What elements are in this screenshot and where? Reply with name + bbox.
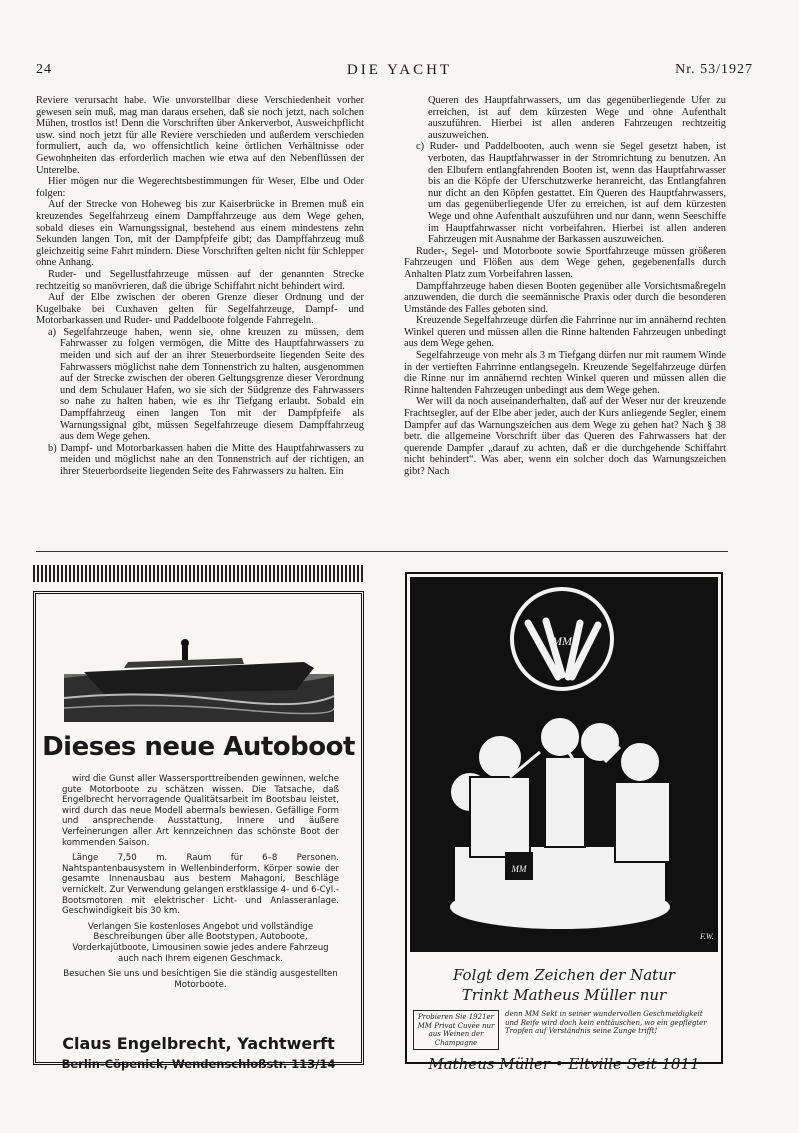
paragraph: a) Segelfahrzeuge haben, wenn sie, ohne kreuzen zu müssen, dem Fahrwasser zu folgen vermögen, die Mitte des Hauptfahrwassers zu meiden und sich auf der an ihrer Steuerbordseite liegenden Seite des Fahrwassers möglichst nahe dem Tonnenstrich zu halten, ausgenommen auf der Strecke zwischen der oberen Geltungsgrenze dieser Verordnung und dem Schulauer Hafen, wo sie sich der Südgrenze des Fahrwassers so nahe zu halten haben, wie es ihr Tiefgang erlaubt. Sobald ein Dampffahrzeug einen langen Ton mit der Dampfpfeife als Warnungssignal gibt, müssen Segelfahrzeuge diesem Dampffahrzeug aus dem Wege gehen.: [48, 326, 364, 443]
section-divider: [36, 551, 728, 552]
ad-paragraph: Besuchen Sie uns und besichtigen Sie die ständig ausgestellten Motorboote.: [63, 969, 338, 990]
paragraph: Reviere verursacht habe. Wie unvorstellbar diese Verschiedenheit vorher gewesen sein muß, mag man daraus ersehen, daß sie noch jetzt, nach solchen Mühen, trostlos ist! Denn die Vorschriften über Ankerverbot, Ausweichpflicht usw. sind noch jetzt für alle Reviere verschieden und außerdem verschieden formuliert, auch da, wo offensichtlich keine örtlichen Verhältnisse oder Gewohnheiten das erforderlich machen wie etwa auf den Nebenflüssen der Unterelbe.: [36, 95, 364, 176]
logo-text: MM: [552, 634, 572, 648]
product-description: denn MM Sekt in seiner wundervollen Geschmeidigkeit und Reife wird doch kein enttäuschen, wo ein gepflegter Tropfen auf Verständnis seine Zunge trifft!: [505, 1010, 707, 1035]
paragraph: Segelfahrzeuge von mehr als 3 m Tiefgang dürfen nur mit raumem Winde in der vertieften Fahrrinne entlangsegeln. Kreuzende Segelfahrzeuge dürfen die Rinne nur im annähernd rechten Winkel queren und müssen allen die Rinne haltenden Fahrzeugen unbedingt aus dem Wege gehen.: [404, 350, 726, 396]
paragraph: c) Ruder- und Paddelbooten, auch wenn sie Segel gesetzt haben, ist verboten, das Hauptfahrwasser in der Stromrichtung zu benutzen. An den Elbufern entlangfahrenden Booten ist, wenn das Hauptfahrwasser bis an die Köpfe der Uferschutzwerke heranreicht, das Entlangfahren nur dicht an den Köpfen gestattet. Ein Queren des Hauptfahrwassers, um das gegenüberliegende Ufer zu erreichen, ist auf dem kürzesten Wege und ohne Aufenthalt auszuführen und nur dann, wenn Seeschiffe im Hauptfahrwasser nicht vorbeifahren. Hierbei ist allen anderen Fahrzeugen mit Ausnahme der Barkassen auszuweichen.: [416, 141, 726, 246]
motorboat-illustration: [64, 612, 334, 722]
product-box: Probieren Sie 1921er MM Privat Cuvée nur aus Weinen der Champagne: [413, 1010, 499, 1050]
ad-slogan-block: [413, 966, 715, 1073]
company-name: Claus Engelbrecht, Yachtwerft: [62, 1034, 335, 1053]
hatched-border: [33, 565, 364, 582]
hands-logo-icon: [528, 621, 598, 677]
paragraph: Auf der Elbe zwischen der oberen Grenze dieser Ordnung und der Kugelbake bei Cuxhaven gelten für Segelfahrzeuge, Dampf- und Motorbarkassen und Ruder- und Paddelboote folgende Fahrregeln.: [36, 292, 364, 327]
ad-headline: Dieses neue Autoboot: [42, 732, 355, 762]
toasting-men-illustration: [410, 577, 718, 952]
slogan-line-1: Folgt dem Zeichen der Natur: [452, 966, 676, 984]
ad-body: [62, 774, 339, 995]
left-text-column: [36, 95, 364, 478]
slogan-line-2: Trinkt Matheus Müller nur: [461, 986, 667, 1004]
company-address: Berlin-Cöpenick, Wendenschloßstr. 113/14: [61, 1057, 336, 1071]
journal-title: DIE YACHT: [346, 62, 453, 78]
ad-paragraph: Länge 7,50 m. Raum für 6–8 Personen. Nahtspantenbausystem in Wellenbinderform. Körper sowie der gesamte Innenausbau aus bestem Mahagoni, Beschläge vernickelt. Zur Verwendung gelangen erstklassige 4- und 6-Cyl.-Bootsmotoren mit elektrischer Licht- und Anlasseranlage. Geschwindigkeit bis 30 km.: [62, 853, 339, 917]
right-text-column: [404, 95, 726, 478]
artist-signature: F.W.: [700, 932, 714, 941]
paragraph: Dampffahrzeuge haben diesen Booten gegenüber alle Vorsichtsmaßregeln anzuwenden, die durch die seemännische Praxis oder durch die besonderen Umstände des Falles geboten sind.: [404, 280, 726, 315]
matheus-mueller-advertisement: [405, 572, 723, 1073]
paragraph: Wer will da noch auseinanderhalten, daß auf der Weser nur der kreuzende Frachtsegler, auf der Elbe aber jeder, auch der Kurs anliegende Segler, einem Dampfer auf das Warnungszeichen aus dem Wege zu gehen hat? Nach § 38 betr. die allgemeine Vorschrift über das Queren des Fahrwassers hat der querende Dampfer „darauf zu achten, daß er die durchgehende Schiffahrt nicht behindert“. Was aber, wenn ein solcher doch das Warnungszeichen gibt? Nach: [404, 396, 726, 477]
paragraph: b) Dampf- und Motorbarkassen haben die Mitte des Hauptfahrwassers zu meiden und möglichst nahe an den Tonnenstrich auf der richtigen, an ihrer Steuerbordseite liegenden Seite des Fahrwassers zu halten. Ein: [48, 442, 364, 477]
paragraph: Queren des Hauptfahrwassers, um das gegenüberliegende Ufer zu erreichen, ist auf dem kürzesten Wege und ohne Aufenthalt auszuführen. Hierbei ist allen anderen Fahrzeugen rechtzeitig auszuweichen.: [428, 95, 726, 141]
ad-paragraph: Verlangen Sie kostenloses Angebot und vollständige Beschreibungen über alle Bootstypen, Autoboote, Vorderkajütboote, Limousinen sowie jedes andere Fahrzeug auch nach Ihrem eigenen Geschmack.: [72, 921, 329, 964]
paragraph: Ruder-, Segel- und Motorboote sowie Sportfahrzeuge müssen größeren Fahrzeugen und Flößen aus dem Wege gehen, gegebenenfalls durch Anhalten Platz zum Vorbeifahren lassen.: [404, 245, 726, 280]
issue-number: Nr. 53/1927: [675, 62, 753, 77]
paragraph: Kreuzende Segelfahrzeuge dürfen die Fahrrinne nur im annähernd rechten Winkel queren und müssen allen die Rinne haltenden Fahrzeugen unbedingt aus dem Wege gehen.: [404, 315, 726, 350]
ad-paragraph: wird die Gunst aller Wassersporttreibenden gewinnen, welche gute Motorboote zu schätzen wissen. Die Tatsache, daß Engelbrecht hervorragende Qualitätsarbeit im Bootsbau leistet, wird durch das neue Modell abermals bewiesen. Gefällige Form und ansprechende Ausstattung, Innere und äußere Verfeinerungen aller Art kennzeichnen das schönste Boot der kommenden Saison.: [62, 774, 339, 848]
ad-illustration-panel: [410, 577, 718, 952]
ad-company: [36, 1034, 361, 1071]
page-number: 24: [36, 62, 52, 77]
brand-footer: Matheus Müller • Eltville Seit 1811: [428, 1055, 700, 1073]
engelbrecht-advertisement: [33, 565, 364, 1071]
paragraph: Ruder- und Segellustfahrzeuge müssen auf der genannten Strecke rechtzeitig so manövrieren, daß die übrige Schiffahrt nicht behindert wird.: [36, 268, 364, 292]
ad-frame: [33, 591, 364, 1071]
paragraph: Hier mögen nur die Wegerechtsbestimmungen für Weser, Elbe und Oder folgen:: [36, 176, 364, 199]
bucket-label: MM: [511, 864, 527, 874]
paragraph: Auf der Strecke von Hoheweg bis zur Kaiserbrücke in Bremen muß ein kreuzendes Segelfahrzeug einem Dampffahrzeuge aus dem Wege gehen, sobald dieses ein Warnungssignal, bestehend aus einem mindestens zehn Sekunden langen Ton, mit der Dampfpfeife gibt; das Dampffahrzeug muß gleichzeitig seine Fahrt mindern. Diese Vorschriften gelten nicht für Schlepper ohne Anhang.: [36, 199, 364, 269]
